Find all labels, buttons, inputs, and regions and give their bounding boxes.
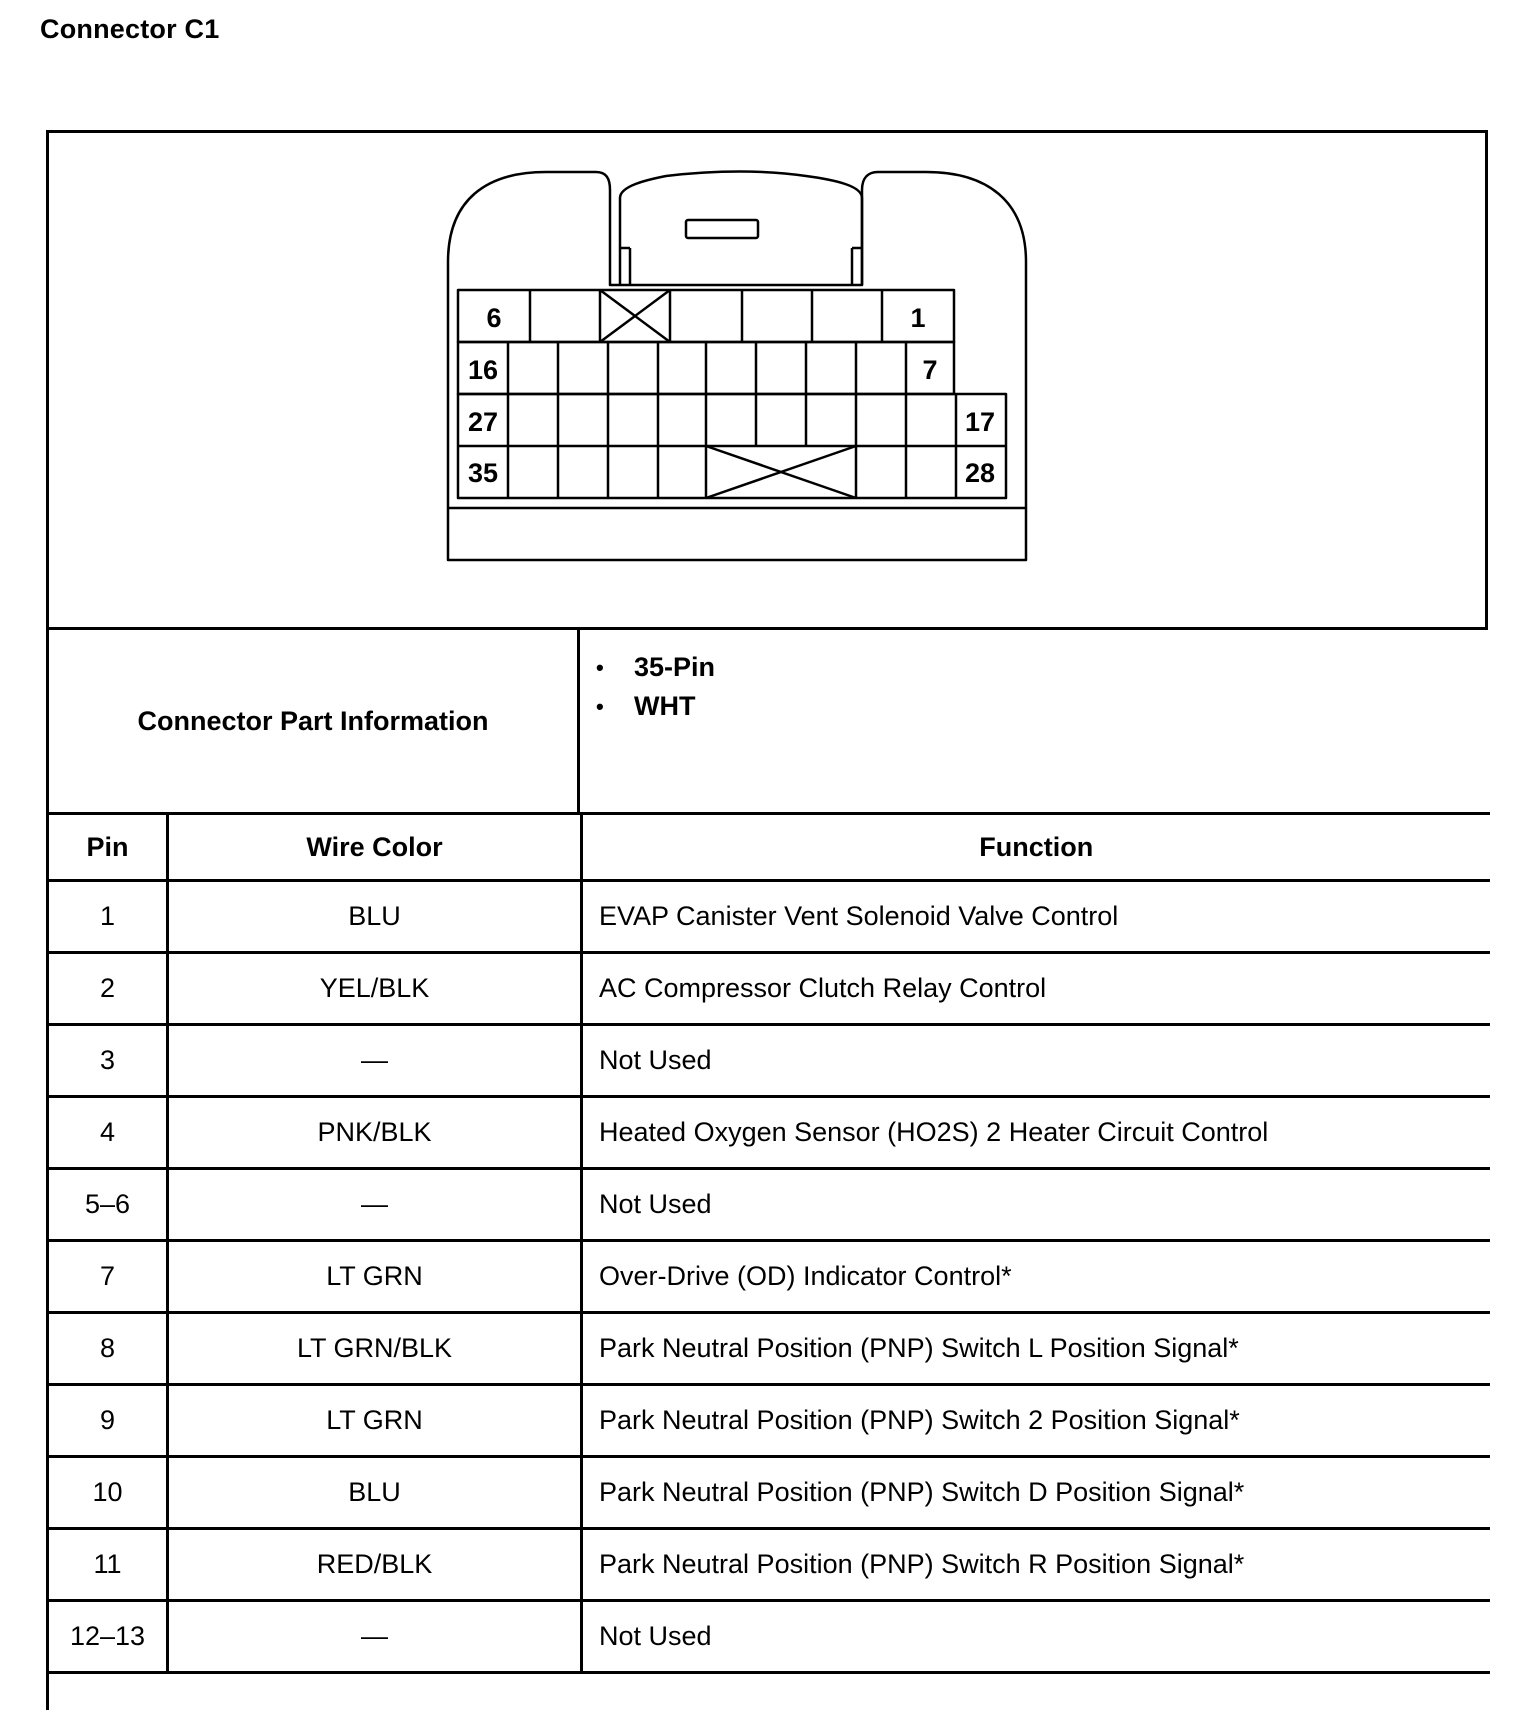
wire-color-cell: PNK/BLK — [168, 1097, 582, 1169]
header-wire-color: Wire Color — [168, 814, 582, 881]
wire-color-cell: — — [168, 1601, 582, 1673]
table-row — [48, 1097, 1490, 1169]
pin-cell: 7 — [48, 1241, 168, 1313]
pin-label-6: 6 — [486, 303, 502, 333]
wire-color-cell: — — [168, 1025, 582, 1097]
pin-label-7: 7 — [922, 355, 938, 385]
pin-cell: 3 — [48, 1025, 168, 1097]
table-row — [48, 1601, 1490, 1673]
table-row — [48, 1457, 1490, 1529]
table-row — [48, 1529, 1490, 1601]
function-cell: Park Neutral Position (PNP) Switch D Position Signal* — [582, 1457, 1490, 1529]
wire-color-cell: — — [168, 1169, 582, 1241]
part-info-list — [594, 648, 715, 726]
page-title: Connector C1 — [40, 14, 220, 44]
function-cell: Not Used — [582, 1601, 1490, 1673]
part-info-label: Connector Part Information — [137, 705, 489, 736]
pin-cell: 9 — [48, 1385, 168, 1457]
function-cell: EVAP Canister Vent Solenoid Valve Control — [582, 881, 1490, 953]
header-function: Function — [582, 814, 1490, 881]
pin-label-1: 1 — [910, 303, 926, 333]
wire-color-cell: LT GRN/BLK — [168, 1313, 582, 1385]
function-cell: Not Used — [582, 1025, 1490, 1097]
function-cell: Park Neutral Position (PNP) Switch 2 Position Signal* — [582, 1385, 1490, 1457]
function-cell: AC Compressor Clutch Relay Control — [582, 953, 1490, 1025]
pin-cell: 11 — [48, 1529, 168, 1601]
table-header-row — [48, 814, 1490, 881]
wire-color-cell: YEL/BLK — [168, 953, 582, 1025]
connector-part-information — [46, 627, 1488, 815]
pin-table — [46, 812, 1490, 1674]
function-cell: Over-Drive (OD) Indicator Control* — [582, 1241, 1490, 1313]
part-info-pin-count: • 35-Pin — [594, 648, 715, 687]
pin-label-16: 16 — [467, 355, 499, 385]
wire-color-cell: LT GRN — [168, 1241, 582, 1313]
function-cell: Park Neutral Position (PNP) Switch L Position Signal* — [582, 1313, 1490, 1385]
table-row — [48, 1169, 1490, 1241]
part-info-color: • WHT — [594, 687, 715, 726]
pin-cell: 12–13 — [48, 1601, 168, 1673]
connector-housing-outline — [448, 172, 1026, 560]
pin-label-35: 35 — [467, 458, 499, 488]
table-row — [48, 1313, 1490, 1385]
table-row — [48, 1025, 1490, 1097]
function-cell: Not Used — [582, 1169, 1490, 1241]
connector-diagram — [46, 130, 1488, 630]
pin-label-28: 28 — [964, 458, 996, 488]
table-row — [48, 881, 1490, 953]
connector-document — [46, 130, 1488, 1710]
pin-cell: 4 — [48, 1097, 168, 1169]
connector-latch — [620, 172, 862, 286]
pin-label-27: 27 — [467, 407, 499, 437]
wire-color-cell: BLU — [168, 1457, 582, 1529]
wire-color-cell: BLU — [168, 881, 582, 953]
latch-slot — [686, 220, 758, 238]
part-info-divider — [577, 630, 580, 812]
connector-face-drawing — [46, 130, 1488, 630]
header-pin: Pin — [48, 814, 168, 881]
pin-cell: 5–6 — [48, 1169, 168, 1241]
part-info-details — [594, 648, 715, 726]
wire-color-cell: LT GRN — [168, 1385, 582, 1457]
table-row — [48, 1385, 1490, 1457]
pin-cell: 10 — [48, 1457, 168, 1529]
wire-color-cell: RED/BLK — [168, 1529, 582, 1601]
pin-label-17: 17 — [964, 407, 996, 437]
table-row — [48, 953, 1490, 1025]
pin-cell: 2 — [48, 953, 168, 1025]
table-row — [48, 1241, 1490, 1313]
pin-cell: 1 — [48, 881, 168, 953]
function-cell: Heated Oxygen Sensor (HO2S) 2 Heater Circuit Control — [582, 1097, 1490, 1169]
function-cell: Park Neutral Position (PNP) Switch R Position Signal* — [582, 1529, 1490, 1601]
pin-cell: 8 — [48, 1313, 168, 1385]
